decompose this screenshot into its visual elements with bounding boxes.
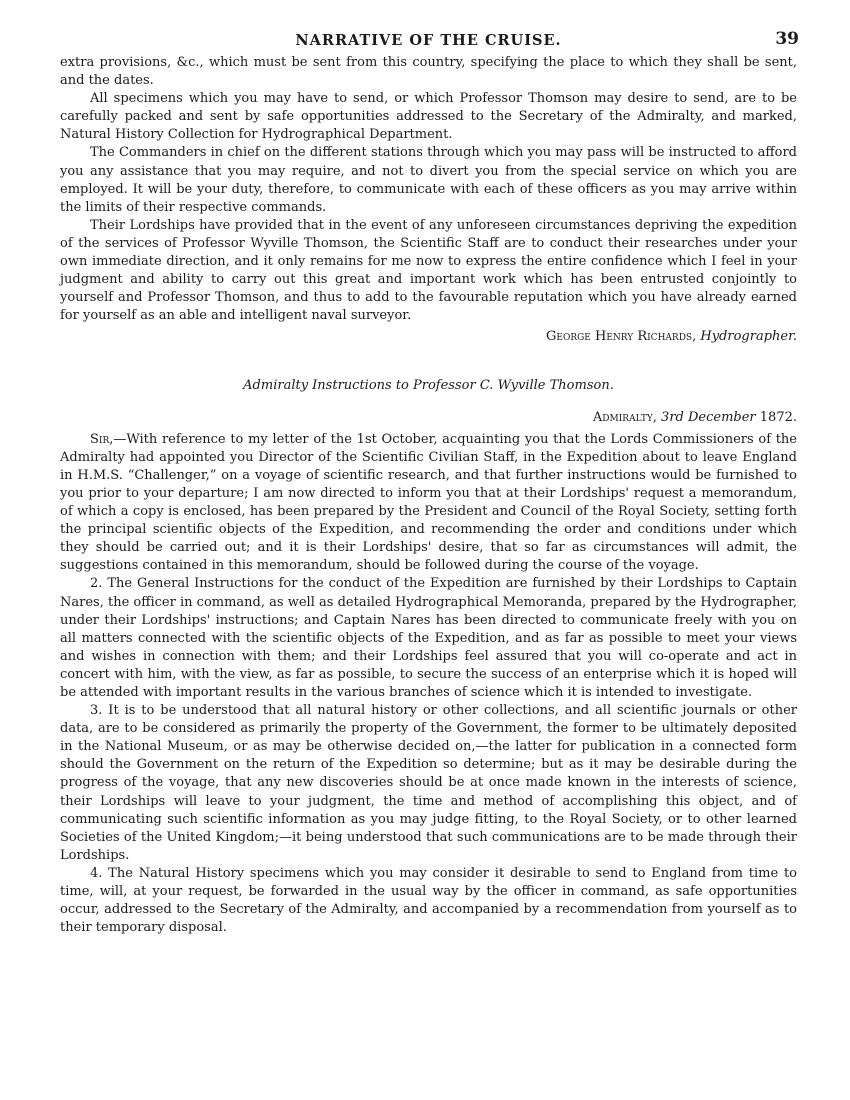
date-place: Admiralty, [592, 409, 657, 425]
page-header [60, 30, 797, 54]
section-heading: Admiralty Instructions to Professor C. Wyville Thomson. [243, 377, 614, 393]
document-page [60, 30, 797, 937]
numbered-paragraph-3: 3. It is to be understood that all natural history or other collections, and all scientific journals or other data, are to be considered as primarily the property of the Government, the former to be ultimately deposited in the National Museum, or as may be otherwise decided on,—the latter for publication in a connected form should the Government on the return of the Expedition so determine; but as it may be desirable during the progress of the voyage, that any new discoveries should be at once made known in the interests of science, their Lordships will leave to your judgment, the time and method of accomplishing this object, and of communicating such scientific information as you may judge fitting, to the Royal Society, or to other learned Societies of the United Kingdom;—it being understood that such communications are to be made through their Lordships. [60, 703, 797, 863]
signature-title: Hydrographer. [700, 329, 797, 345]
page-number: 39 [775, 29, 799, 49]
date-line [60, 409, 797, 427]
paragraph-continuation: extra provisions, &c., which must be sent from this country, specifying the place to which they shall be sent, and the dates. [60, 55, 797, 89]
opening-text: —With reference to my letter of the 1st October, acquainting you that the Lords Commissioners of the Admiralty had appointed you Director of the Scientific Civilian Staff, in the Expedition about to leave England in H.M.S. “Challenger,” on a voyage of scientific research, and that further instructions would be furnished to you prior to your departure; I am now directed to inform you that at their Lordships' request a memorandum, of which a copy is enclosed, has been prepared by the President and Council of the Royal Society, setting forth the principal scientific objects of the Expedition, and recommending the order and conditions under which they should be carried out; and it is their Lordships' desire, that so far as circumstances will admit, the suggestions contained in this memorandum, should be followed during the course of the voyage. [60, 431, 797, 574]
date-day-month: 3rd December [661, 409, 756, 425]
numbered-paragraph-2: 2. The General Instructions for the conduct of the Expedition are furnished by their Lordships to Captain Nares, the officer in command, as well as detailed Hydrographical Memoranda, prepared by the Hydrographer, under their Lordships' instructions; and Captain Nares has been directed to communicate freely with you on all matters connected with the scientific objects of the Expedition, and as far as possible to meet your views and wishes in connection with them; and their Lordships feel assured that you will co-operate and act in concert with him, with the view, as far as possible, to secure the success of an enterprise which it is hoped will be attended with important results in the various branches of science which it is intended to investigate. [60, 576, 797, 700]
paragraph-lordships: Their Lordships have provided that in the event of any unforeseen circumstances depriving the expedition of the services of Professor Wyville Thomson, the Scientific Staff are to conduct their researches under your own immediate direction, and it only remains for me now to express the entire confidence which I feel in your judgment and ability to carry out this great and important work which has been entrusted conjointly to yourself and Professor Thomson, and thus to add to the favourable reputation which you have already earned for yourself as an able and intelligent naval surveyor. [60, 217, 797, 324]
letter-opening-paragraph [60, 431, 797, 576]
salutation: Sir, [90, 431, 114, 447]
paragraph-specimens: All specimens which you may have to send, or which Professor Thomson may desire to send, are to be carefully packed and sent by safe opportunities addressed to the Secretary of the Admiralty, and marked, Natural History Collection for Hydrographical Department. [60, 91, 797, 143]
signature-name: George Henry Richards, [545, 329, 697, 345]
running-title: NARRATIVE OF THE CRUISE. [295, 32, 562, 49]
date-year: 1872. [759, 409, 797, 425]
paragraph-commanders: The Commanders in chief on the different stations through which you may pass will be instructed to afford you any assistance that you may require, and not to divert you from the special service on which you are employed. It will be your duty, therefore, to communicate with each of these officers as you may arrive within the limits of their respective commands. [60, 145, 797, 215]
signature [60, 328, 797, 346]
numbered-paragraph-4: 4. The Natural History specimens which you may consider it desirable to send to England from time to time, will, at your request, be forwarded in the usual way by the officer in command, as safe opportunities occur, addressed to the Secretary of the Admiralty, and accompanied by a recommendation from yourself as to their temporary disposal. [60, 865, 797, 936]
